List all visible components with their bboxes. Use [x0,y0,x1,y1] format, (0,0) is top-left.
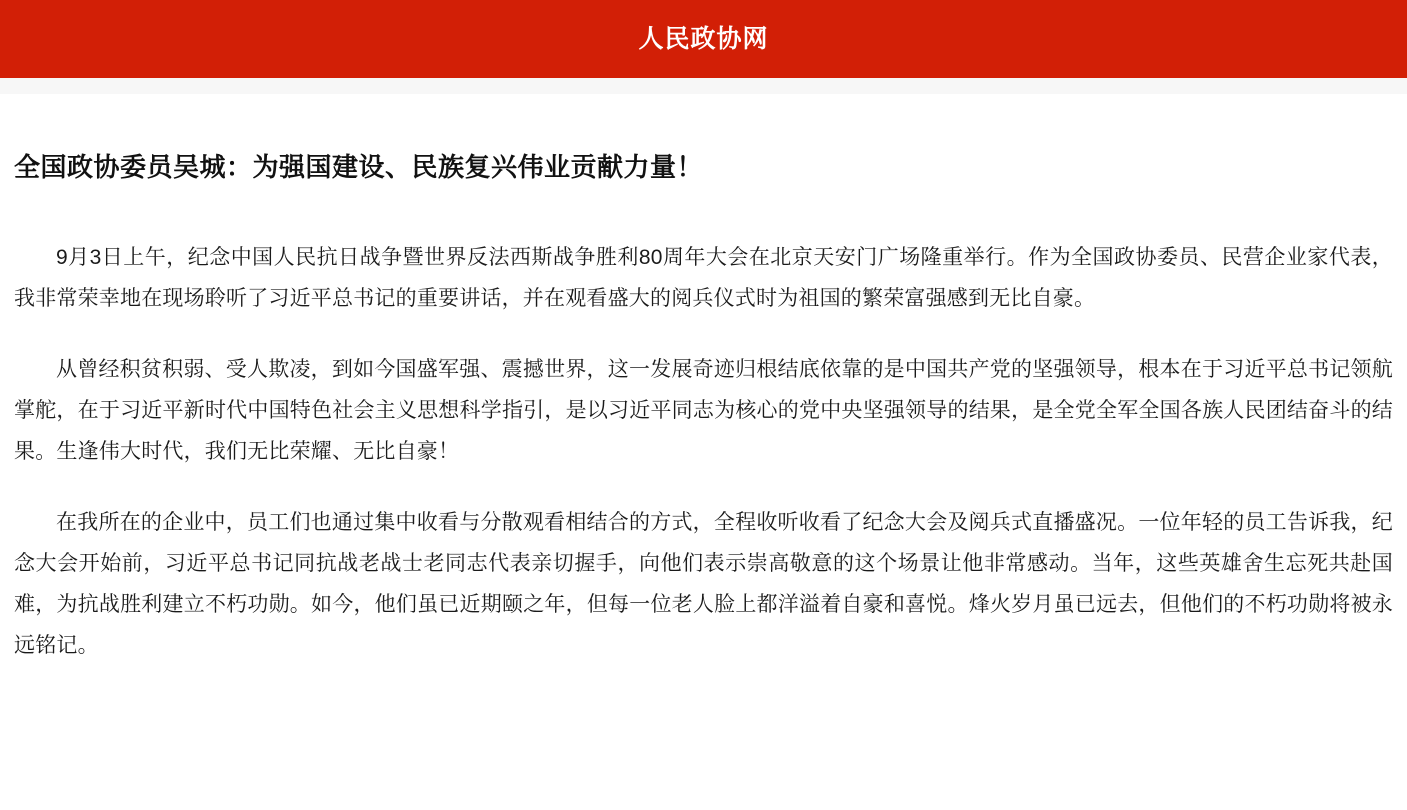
article-paragraph: 在我所在的企业中，员工们也通过集中收看与分散观看相结合的方式，全程收听收看了纪念大会及阅兵式直播盛况。一位年轻的员工告诉我，纪念大会开始前，习近平总书记同抗战老战士老同志代表亲切握手，向他们表示崇高敬意的这个场景让他非常感动。当年，这些英雄舍生忘死共赴国难，为抗战胜利建立不朽功勋。如今，他们虽已近期颐之年，但每一位老人脸上都洋溢着自豪和喜悦。烽火岁月虽已远去，但他们的不朽功勋将被永远铭记。 [14,511,1393,658]
article-paragraph: 从曾经积贫积弱、受人欺凌，到如今国盛军强、震撼世界，这一发展奇迹归根结底依靠的是中国共产党的坚强领导，根本在于习近平总书记领航掌舵，在于习近平新时代中国特色社会主义思想科学指引，是以习近平同志为核心的党中央坚强领导的结果，是全党全军全国各族人民团结奋斗的结果。生逢伟大时代，我们无比荣耀、无比自豪！ [14,358,1393,464]
article-container [0,94,1407,666]
site-header [0,0,1407,78]
header-divider [0,78,1407,94]
article-paragraph: 9月3日上午，纪念中国人民抗日战争暨世界反法西斯战争胜利80周年大会在北京天安门广场隆重举行。作为全国政协委员、民营企业家代表，我非常荣幸地在现场聆听了习近平总书记的重要讲话，并在观看盛大的阅兵仪式时为祖国的繁荣富强感到无比自豪。 [14,246,1393,311]
article-title: 全国政协委员吴城：为强国建设、民族复兴伟业贡献力量！ [14,152,704,182]
site-title: 人民政协网 [638,24,769,53]
article-body [14,185,1393,666]
